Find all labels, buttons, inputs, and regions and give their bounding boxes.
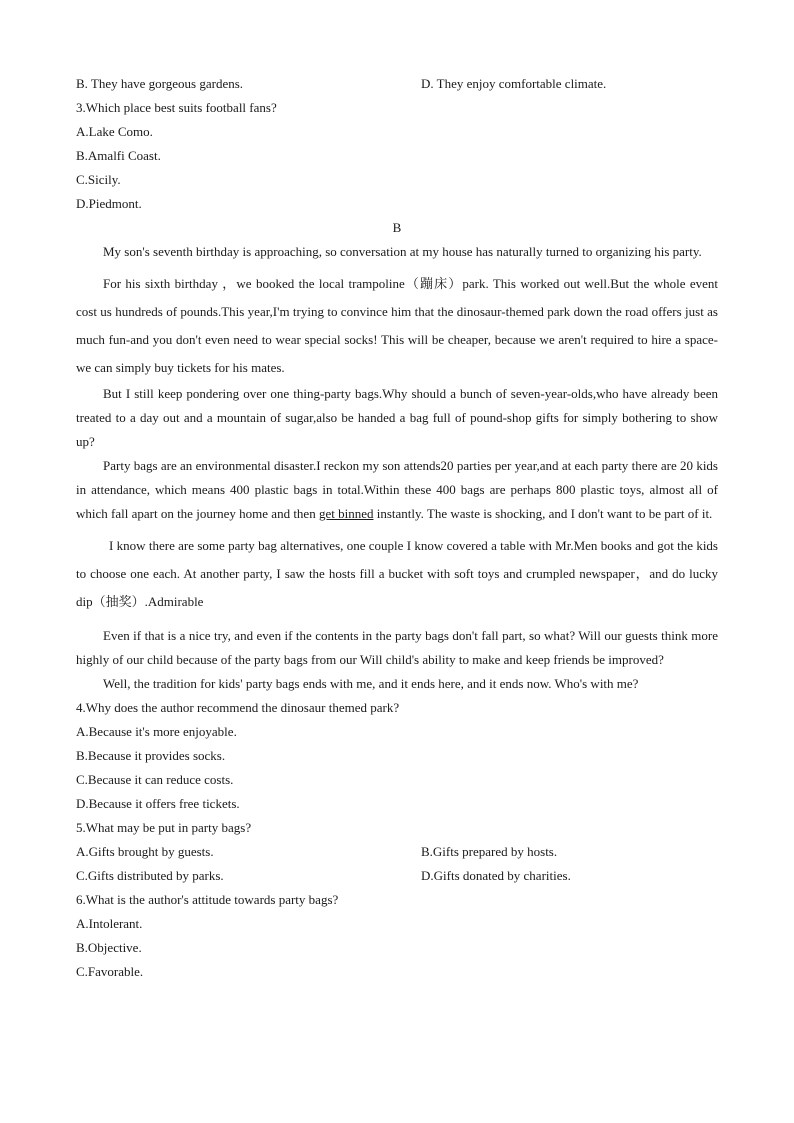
q5-question: 5.What may be put in party bags?	[76, 820, 252, 835]
q4-option-d: D.Because it offers free tickets.	[76, 796, 240, 811]
passage-paragraph-3: But I still keep pondering over one thing-party bags.Why should a bunch of seven-year-olds,who have already been treated to a day out and a mountain of sugar,also be handed a bag full of pound-shop gifts for simply bothering to show up?	[76, 386, 718, 449]
q5-option-a: A.Gifts brought by guests.	[76, 844, 214, 859]
q3-option-d: D.Piedmont.	[76, 196, 142, 211]
passage-paragraph-5: I know there are some party bag alternatives, one couple I know covered a table with Mr.Men books and got the kids to choose one each. At another party, I saw the hosts fill a bucket with soft toys and crumpled newspaper，and do lucky dip（抽奖）.Admirable	[76, 538, 718, 609]
q4-question: 4.Why does the author recommend the dinosaur themed park?	[76, 700, 400, 715]
p4-text-after: instantly. The waste is shocking, and I don't want to be part of it.	[373, 506, 713, 521]
q5-option-c: C.Gifts distributed by parks.	[76, 868, 224, 883]
q4-option-c: C.Because it can reduce costs.	[76, 772, 234, 787]
underlined-phrase: get binned	[318, 506, 374, 521]
q3-option-c: C.Sicily.	[76, 172, 121, 187]
passage-paragraph-1: My son's seventh birthday is approaching, so conversation at my house has naturally turned to organizing his party.	[103, 244, 702, 259]
q6-option-b: B.Objective.	[76, 940, 142, 955]
p4-text-before: Party bags are an environmental disaster.I reckon my son attends20 parties per year,and at each party there are 20 kids in attendance, which means 400 plastic bags in total.Within these 400 bags are perhaps 800 plastic toys, almost all of which fall apart on the journey home and then	[76, 458, 718, 521]
q5-options-row-2	[76, 864, 718, 888]
q2-options-row	[76, 72, 718, 96]
passage-paragraph-7: Well, the tradition for kids' party bags ends with me, and it ends here, and it ends now. Who's with me?	[103, 676, 639, 691]
q5-option-d: D.Gifts donated by charities.	[421, 868, 571, 883]
q3-question: 3.Which place best suits football fans?	[76, 100, 277, 115]
q2-option-d: D. They enjoy comfortable climate.	[421, 76, 607, 91]
section-label: B	[392, 220, 402, 235]
q6-option-a: A.Intolerant.	[76, 916, 143, 931]
q4-option-a: A.Because it's more enjoyable.	[76, 724, 237, 739]
passage-paragraph-4	[76, 454, 718, 526]
passage-paragraph-6: Even if that is a nice try, and even if the contents in the party bags don't fall part, so what? Will our guests think more highly of our child because of the party bags from our Will child's ability to make and keep friends be improved?	[76, 628, 718, 667]
q5-option-b: B.Gifts prepared by hosts.	[421, 844, 558, 859]
q6-option-c: C.Favorable.	[76, 964, 144, 979]
q3-option-a: A.Lake Como.	[76, 124, 153, 139]
q3-option-b: B.Amalfi Coast.	[76, 148, 161, 163]
q6-question: 6.What is the author's attitude towards party bags?	[76, 892, 339, 907]
document-page	[76, 72, 718, 984]
q5-options-row-1	[76, 840, 718, 864]
passage-paragraph-2: For his sixth birthday ，we booked the local trampoline（蹦床）park. This worked out well.But the whole event cost us hundreds of pounds.This year,I'm trying to convince him that the dinosaur-themed park down the road offers just as much fun-and you don't even need to wear special socks! This will be cheaper, because we aren't required to hire a space-we can simply buy tickets for his mates.	[76, 276, 718, 375]
q2-option-b: B. They have gorgeous gardens.	[76, 76, 244, 91]
q4-option-b: B.Because it provides socks.	[76, 748, 226, 763]
